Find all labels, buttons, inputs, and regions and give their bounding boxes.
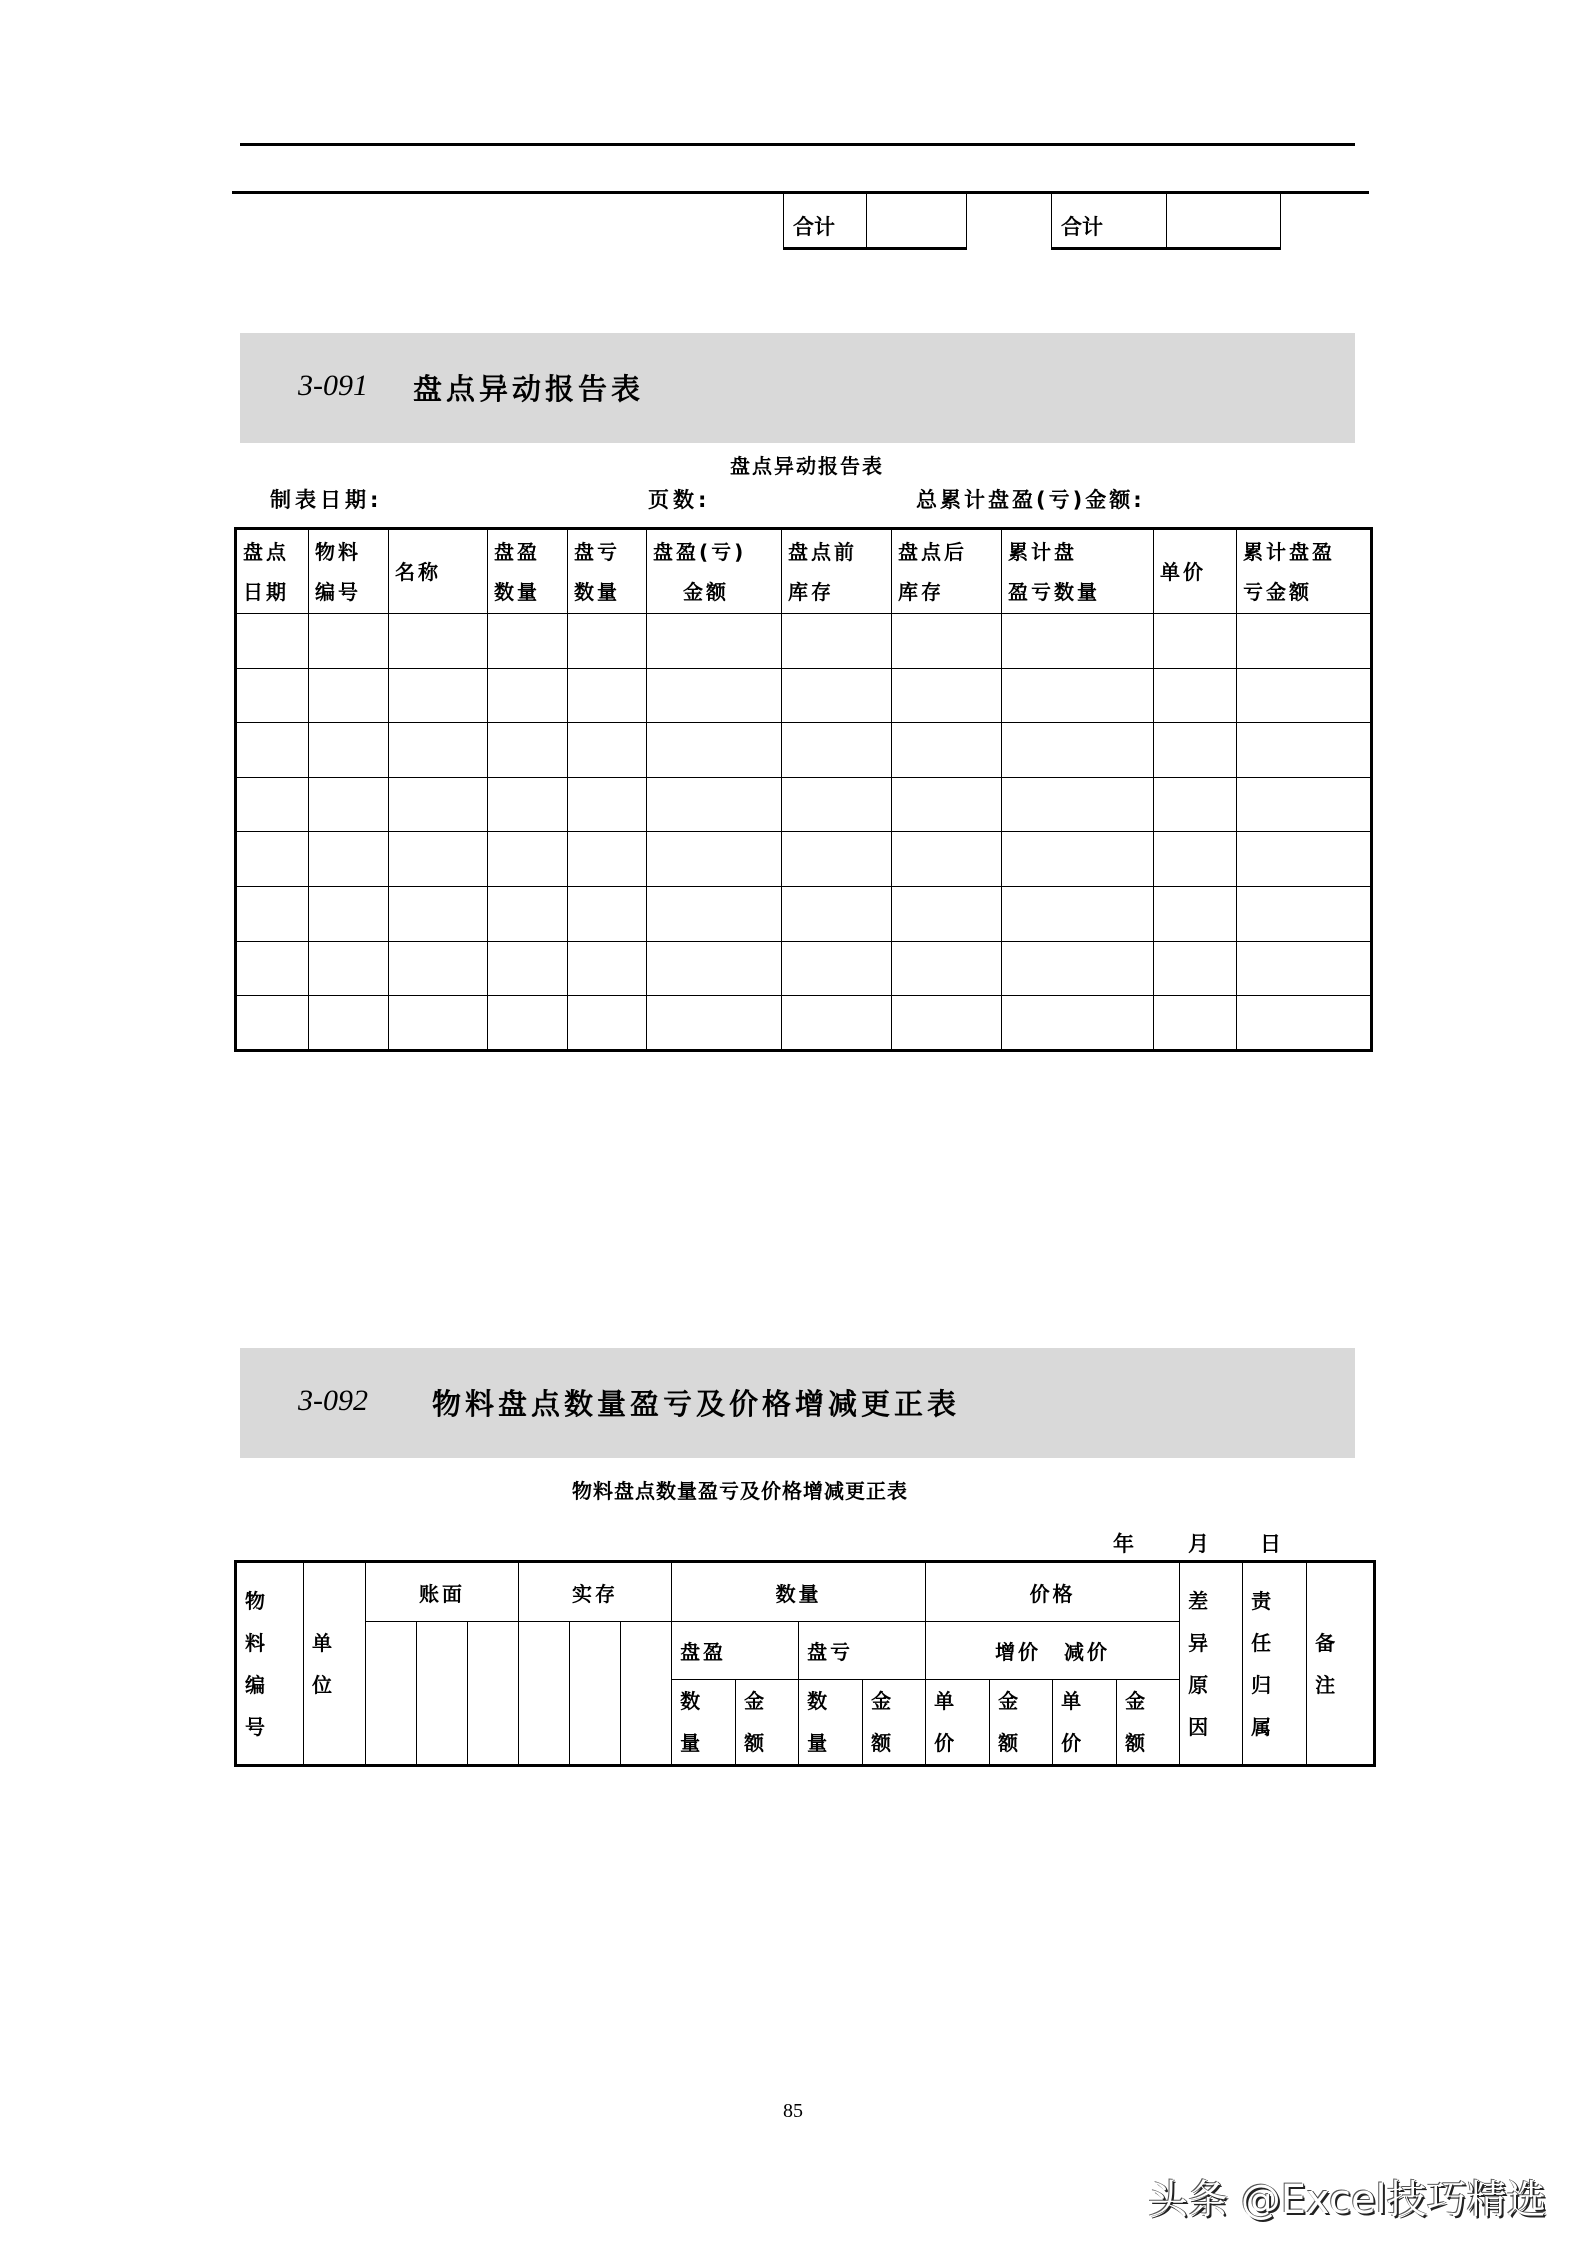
- header-line2: 数量: [494, 579, 540, 604]
- col-header-diff-reason: [1180, 1562, 1243, 1766]
- table-body: [236, 614, 1372, 1051]
- total-box-2: [1051, 193, 1281, 250]
- table-cell[interactable]: [1002, 614, 1154, 669]
- inventory-variance-table: [234, 527, 1373, 1052]
- header-line2: 盈亏数量: [1008, 579, 1100, 604]
- table-cell[interactable]: [1002, 832, 1154, 887]
- table-cell[interactable]: [1237, 614, 1372, 669]
- table-cell[interactable]: [782, 614, 892, 669]
- header-char: 注: [1315, 1672, 1339, 1697]
- table-cell[interactable]: [1237, 886, 1372, 941]
- page-label: 页数:: [648, 488, 711, 512]
- header-char: 价: [1061, 1731, 1085, 1755]
- header-char: 数: [807, 1689, 831, 1713]
- table-cell[interactable]: [1002, 996, 1154, 1051]
- col-header-unit-price: [1154, 529, 1237, 614]
- table-cell[interactable]: [647, 886, 782, 941]
- col-header-increase-unit-price: [926, 1680, 990, 1766]
- header-char: 额: [1125, 1731, 1149, 1755]
- watermark: 头条 @Excel技巧精选: [1148, 2177, 1547, 2223]
- table-cell[interactable]: [1154, 614, 1237, 669]
- table-cell[interactable]: [568, 941, 647, 996]
- col-header-cumulative-amount: [1237, 529, 1372, 614]
- table-cell[interactable]: [647, 668, 782, 723]
- table-cell[interactable]: [892, 886, 1002, 941]
- table-cell[interactable]: [568, 614, 647, 669]
- table-cell[interactable]: [1002, 668, 1154, 723]
- header-char: 归: [1251, 1672, 1275, 1697]
- table-row: [236, 614, 1372, 669]
- header-char: 单: [934, 1689, 958, 1713]
- table-cell[interactable]: [236, 668, 309, 723]
- header-char: 额: [744, 1731, 768, 1755]
- table-cell[interactable]: [236, 886, 309, 941]
- total-value-1[interactable]: [867, 193, 966, 247]
- header-line1: 物料: [315, 539, 361, 564]
- table-cell[interactable]: [389, 668, 488, 723]
- table-cell[interactable]: [1154, 941, 1237, 996]
- header-line1: 盘亏: [574, 539, 620, 564]
- table-cell[interactable]: [782, 777, 892, 832]
- table-cell[interactable]: [309, 996, 389, 1051]
- table-cell[interactable]: [892, 996, 1002, 1051]
- table-cell[interactable]: [568, 777, 647, 832]
- table-cell[interactable]: [1237, 777, 1372, 832]
- table-cell[interactable]: [389, 886, 488, 941]
- col-header-loss-qty: [799, 1680, 863, 1766]
- table-cell[interactable]: [1237, 996, 1372, 1051]
- table-cell[interactable]: [647, 614, 782, 669]
- total-value-2[interactable]: [1167, 193, 1280, 247]
- table-cell[interactable]: [568, 723, 647, 778]
- form-subtitle: 物料盘点数量盈亏及价格增减更正表: [572, 1479, 908, 1503]
- header-char: 额: [871, 1731, 895, 1755]
- header-line1: 累计盘盈: [1243, 539, 1335, 564]
- actual-cell-3[interactable]: [621, 1622, 672, 1766]
- table-cell[interactable]: [647, 996, 782, 1051]
- header-char: 编: [245, 1672, 268, 1697]
- header-char: 属: [1251, 1714, 1275, 1739]
- col-header-remarks: [1307, 1562, 1375, 1766]
- total-label-2: 合计: [1052, 193, 1167, 247]
- table-cell[interactable]: [1002, 886, 1154, 941]
- table-cell[interactable]: [892, 668, 1002, 723]
- header-char: 价: [934, 1731, 958, 1755]
- header-line2: 数量: [574, 579, 620, 604]
- table-cell[interactable]: [236, 723, 309, 778]
- table-cell[interactable]: [892, 941, 1002, 996]
- col-header-increase-amount: [990, 1680, 1053, 1766]
- section-banner-091: [240, 333, 1355, 443]
- date-label: 制表日期:: [270, 488, 383, 512]
- header-row-1: [236, 1562, 1375, 1622]
- header-char: 量: [807, 1731, 831, 1755]
- header-char: 差: [1188, 1588, 1212, 1613]
- actual-cell-2[interactable]: [570, 1622, 621, 1766]
- header-row: [236, 529, 1372, 614]
- table-cell[interactable]: [892, 777, 1002, 832]
- section-title: 物料盘点数量盈亏及价格增减更正表: [432, 1387, 961, 1421]
- table-cell[interactable]: [309, 886, 389, 941]
- col-header-loss-qty: [568, 529, 647, 614]
- table-cell[interactable]: [1154, 723, 1237, 778]
- header-line1: 名称: [395, 559, 441, 584]
- book-cell-3[interactable]: [468, 1622, 519, 1766]
- table-cell[interactable]: [647, 777, 782, 832]
- table-cell[interactable]: [892, 723, 1002, 778]
- col-header-book: 账面: [366, 1562, 519, 1622]
- correction-table: [234, 1560, 1376, 1767]
- table-cell[interactable]: [309, 832, 389, 887]
- date-month: 月: [1188, 1532, 1213, 1556]
- table-row: [236, 668, 1372, 723]
- form-code: 3-092: [298, 1384, 368, 1417]
- header-line2: 日期: [243, 579, 289, 604]
- header-line1: 盘盈: [494, 539, 540, 564]
- header-char: 单: [1061, 1689, 1085, 1713]
- table-row: [236, 941, 1372, 996]
- table-row: [236, 777, 1372, 832]
- header-char: 位: [312, 1672, 335, 1697]
- header-char: 量: [680, 1731, 704, 1755]
- col-header-surplus-qty: [488, 529, 568, 614]
- table-cell[interactable]: [1154, 668, 1237, 723]
- header-char: 物: [245, 1588, 268, 1613]
- table-cell[interactable]: [389, 614, 488, 669]
- col-header-material-no: [236, 1562, 304, 1766]
- header-char: 备: [1315, 1630, 1339, 1655]
- col-header-loss-amount: [863, 1680, 926, 1766]
- col-header-loss: 盘亏: [799, 1622, 926, 1680]
- table-cell[interactable]: [236, 832, 309, 887]
- form-subtitle: 盘点异动报告表: [730, 454, 884, 478]
- table-cell[interactable]: [1237, 668, 1372, 723]
- header-char: 异: [1188, 1630, 1212, 1655]
- col-header-variance-amount: [647, 529, 782, 614]
- col-header-material-no: [309, 529, 389, 614]
- col-header-unit: [304, 1562, 366, 1766]
- header-char: 责: [1251, 1588, 1275, 1613]
- col-header-surplus-amount: [736, 1680, 799, 1766]
- table-cell[interactable]: [892, 614, 1002, 669]
- table-cell[interactable]: [647, 832, 782, 887]
- table-cell[interactable]: [892, 832, 1002, 887]
- header-char: 额: [998, 1731, 1022, 1755]
- table-row: [236, 996, 1372, 1051]
- table-cell[interactable]: [488, 886, 568, 941]
- header-char: 号: [245, 1714, 268, 1739]
- col-header-stock-after: [892, 529, 1002, 614]
- table-cell[interactable]: [309, 614, 389, 669]
- table-cell[interactable]: [782, 941, 892, 996]
- col-header-price: 价格: [926, 1562, 1180, 1622]
- table-cell[interactable]: [236, 996, 309, 1051]
- table-cell[interactable]: [236, 941, 309, 996]
- form-code: 3-091: [298, 369, 368, 402]
- table-cell[interactable]: [782, 723, 892, 778]
- date-year: 年: [1113, 1532, 1138, 1556]
- table-cell[interactable]: [389, 996, 488, 1051]
- top-rule: [240, 143, 1355, 146]
- header-char: 任: [1251, 1630, 1275, 1655]
- header-line2: 编号: [315, 579, 361, 604]
- table-cell[interactable]: [782, 996, 892, 1051]
- header-line2: 库存: [898, 579, 944, 604]
- col-header-responsibility: [1243, 1562, 1307, 1766]
- header-char: 原: [1188, 1672, 1212, 1697]
- header-line1: 单价: [1160, 559, 1206, 584]
- table-cell[interactable]: [1002, 777, 1154, 832]
- page-number: 85: [783, 2100, 803, 2122]
- table-cell[interactable]: [568, 668, 647, 723]
- table-cell[interactable]: [389, 832, 488, 887]
- col-header-surplus-qty: [672, 1680, 736, 1766]
- table-cell[interactable]: [647, 941, 782, 996]
- table-cell[interactable]: [568, 832, 647, 887]
- table-cell[interactable]: [1002, 941, 1154, 996]
- table-cell[interactable]: [1154, 996, 1237, 1051]
- table-cell[interactable]: [236, 777, 309, 832]
- book-cell-1[interactable]: [366, 1622, 417, 1766]
- table-cell[interactable]: [1237, 832, 1372, 887]
- table-cell[interactable]: [236, 614, 309, 669]
- table-cell[interactable]: [1154, 777, 1237, 832]
- table-cell[interactable]: [488, 614, 568, 669]
- table-cell[interactable]: [782, 886, 892, 941]
- table-row: [236, 723, 1372, 778]
- table-cell[interactable]: [309, 941, 389, 996]
- total-label-1: 合计: [784, 193, 867, 247]
- table-cell[interactable]: [488, 668, 568, 723]
- header-char: 金: [871, 1689, 895, 1713]
- col-header-surplus: 盘盈: [672, 1622, 799, 1680]
- section-title: 盘点异动报告表: [413, 372, 645, 406]
- total-amount-label: 总累计盘盈(亏)金额:: [916, 488, 1145, 512]
- col-header-price-change: 增价 减价: [926, 1622, 1180, 1680]
- table-cell[interactable]: [389, 777, 488, 832]
- header-line2: 库存: [788, 579, 834, 604]
- table-cell[interactable]: [488, 996, 568, 1051]
- table-cell[interactable]: [389, 723, 488, 778]
- table-cell[interactable]: [647, 723, 782, 778]
- header-line1: 盘点前: [788, 539, 857, 564]
- total-box-1: [783, 193, 967, 250]
- header-char: 单: [312, 1630, 335, 1655]
- table-cell[interactable]: [309, 777, 389, 832]
- header-char: 数: [680, 1689, 704, 1713]
- col-header-decrease-unit-price: [1053, 1680, 1117, 1766]
- col-header-decrease-amount: [1117, 1680, 1180, 1766]
- table-cell[interactable]: [389, 941, 488, 996]
- table-cell[interactable]: [1154, 886, 1237, 941]
- actual-cell-1[interactable]: [519, 1622, 570, 1766]
- col-header-quantity: 数量: [672, 1562, 926, 1622]
- header-line1: 盘点: [243, 539, 289, 564]
- table-cell[interactable]: [1154, 832, 1237, 887]
- header-char: 金: [998, 1689, 1022, 1713]
- header-line2: 亏金额: [1243, 579, 1312, 604]
- table-cell[interactable]: [1237, 941, 1372, 996]
- header-char: 因: [1188, 1714, 1212, 1739]
- table-cell[interactable]: [488, 777, 568, 832]
- table-cell[interactable]: [568, 996, 647, 1051]
- table-cell[interactable]: [309, 723, 389, 778]
- table-cell[interactable]: [309, 668, 389, 723]
- table-row: [236, 886, 1372, 941]
- table-cell[interactable]: [1002, 723, 1154, 778]
- table-cell[interactable]: [488, 941, 568, 996]
- book-cell-2[interactable]: [417, 1622, 468, 1766]
- date-day: 日: [1260, 1532, 1285, 1556]
- table-cell[interactable]: [782, 668, 892, 723]
- table-row: [236, 832, 1372, 887]
- col-header-count-date: [236, 529, 309, 614]
- header-line1: 盘盈(亏): [653, 539, 747, 564]
- col-header-stock-before: [782, 529, 892, 614]
- table-cell[interactable]: [568, 886, 647, 941]
- section-banner-092: [240, 1348, 1355, 1458]
- table-cell[interactable]: [1237, 723, 1372, 778]
- header-line1: 盘点后: [898, 539, 967, 564]
- header-char: 金: [1125, 1689, 1149, 1713]
- header-line1: 累计盘: [1008, 539, 1077, 564]
- header-char: 金: [744, 1689, 768, 1713]
- header-line2: 金额: [683, 579, 729, 604]
- col-header-cumulative-qty: [1002, 529, 1154, 614]
- table-cell[interactable]: [782, 832, 892, 887]
- col-header-actual: 实存: [519, 1562, 672, 1622]
- header-char: 料: [245, 1630, 268, 1655]
- table-cell[interactable]: [488, 723, 568, 778]
- table-cell[interactable]: [488, 832, 568, 887]
- col-header-name: [389, 529, 488, 614]
